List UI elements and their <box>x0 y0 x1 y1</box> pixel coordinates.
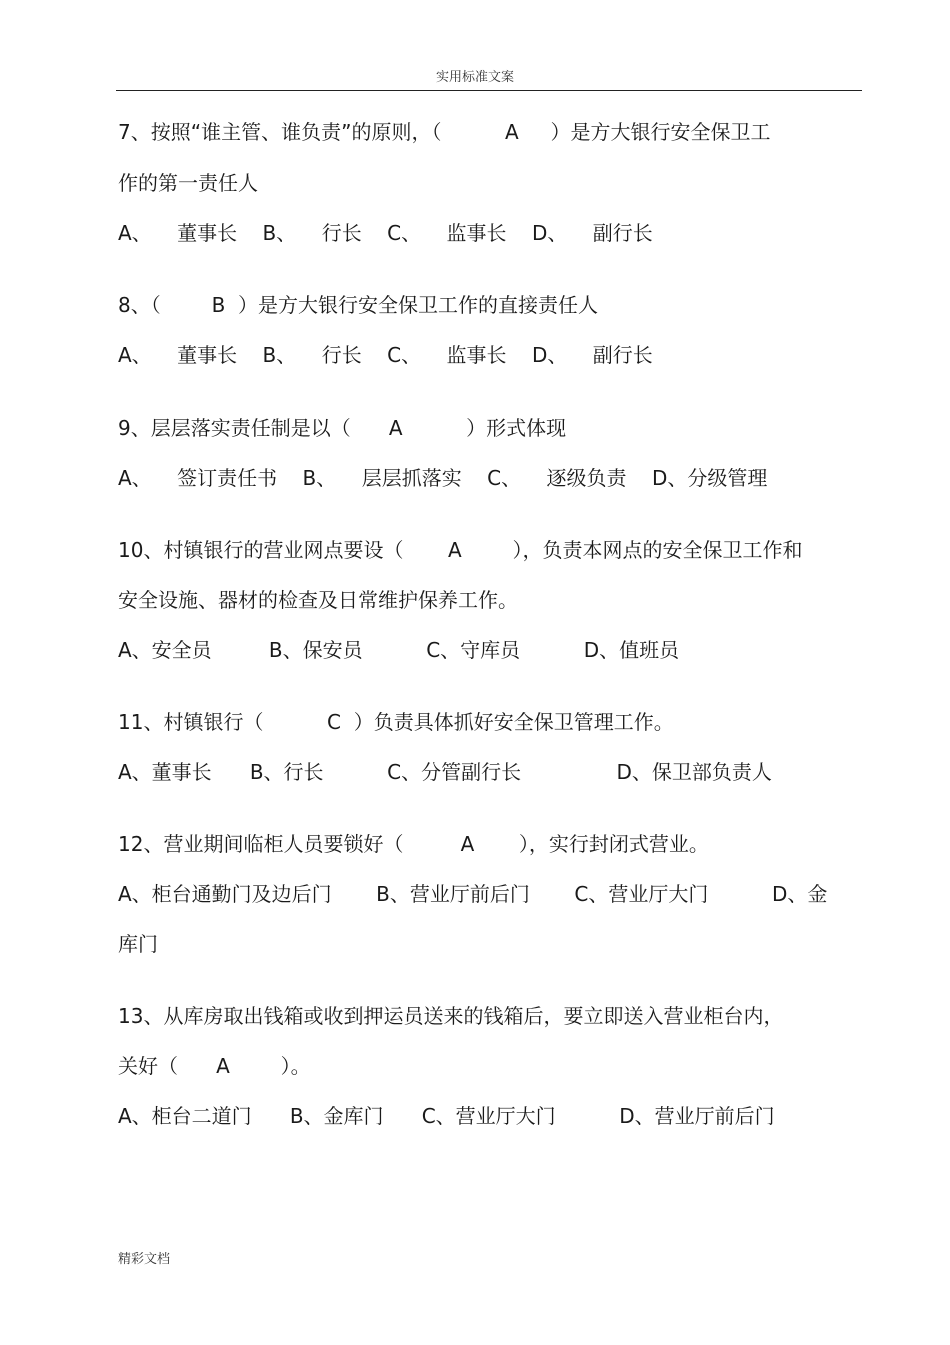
question-options: A、柜台通勤门及边后门 B、营业厅前后门 C、营业厅大门 D、金 <box>118 882 828 906</box>
question-stem-line: 12、营业期间临柜人员要锁好（ A ），实行封闭式营业。 <box>118 832 709 856</box>
question-stem-line: 7、按照“谁主管、谁负责”的原则，（ A ）是方大银行安全保卫工 <box>118 120 771 144</box>
question-options: 库门 <box>118 932 158 956</box>
question-stem-line: 9、层层落实责任制是以（ A ）形式体现 <box>118 416 567 440</box>
question-stem-line: 关好（ A ）。 <box>118 1054 311 1078</box>
question-options: A、柜台二道门 B、金库门 C、营业厅大门 D、营业厅前后门 <box>118 1104 775 1128</box>
question-stem-line: 11、村镇银行（ C ）负责具体抓好安全保卫管理工作。 <box>118 710 674 734</box>
question-stem-line: 8、（ B ）是方大银行安全保卫工作的直接责任人 <box>118 293 599 317</box>
question-stem-line: 作的第一责任人 <box>118 171 258 195</box>
question-options: A、董事长 B、行长 C、分管副行长 D、保卫部负责人 <box>118 760 772 784</box>
page-footer: 精彩文档 <box>118 1252 171 1267</box>
question-options: A、安全员 B、保安员 C、守库员 D、值班员 <box>118 638 680 662</box>
question-options: A、 董事长 B、 行长 C、 监事长 D、 副行长 <box>118 221 653 245</box>
header-title: 实用标准文案 <box>435 70 514 85</box>
question-options: A、 签订责任书 B、 层层抓落实 C、 逐级负责 D、分级管理 <box>118 466 768 490</box>
question-options: A、 董事长 B、 行长 C、 监事长 D、 副行长 <box>118 343 653 367</box>
header-divider <box>116 90 862 91</box>
question-stem-line: 13、从库房取出钱箱或收到押运员送来的钱箱后，要立即送入营业柜台内， <box>118 1004 784 1028</box>
question-stem-line: 10、村镇银行的营业网点要设（ A ），负责本网点的安全保卫工作和 <box>118 538 803 562</box>
question-stem-line: 安全设施、器材的检查及日常维护保养工作。 <box>118 588 518 612</box>
